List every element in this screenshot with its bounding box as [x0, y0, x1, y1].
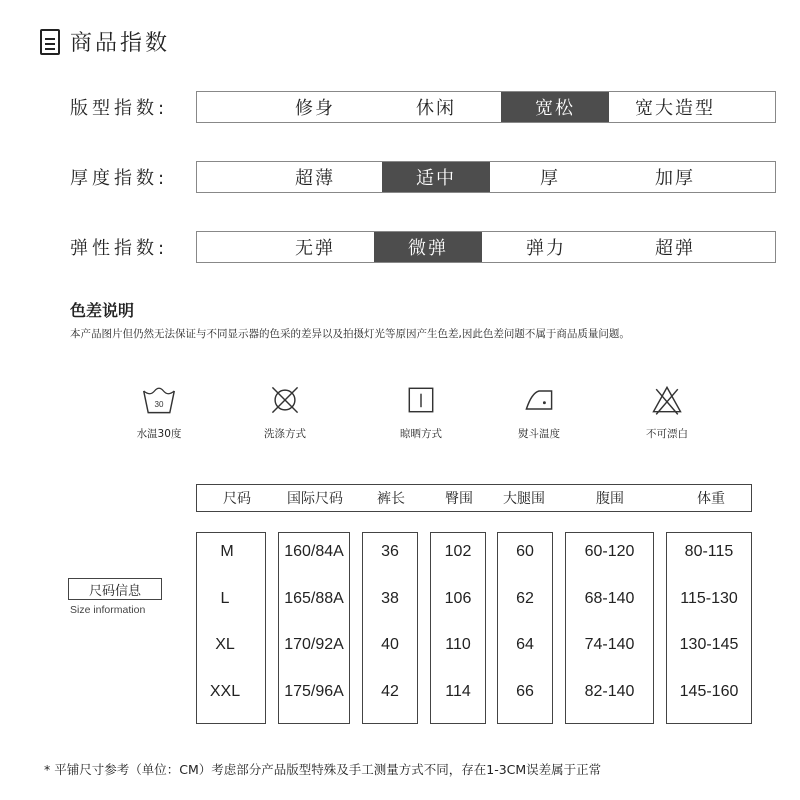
size-info-label: 尺码信息 [68, 578, 162, 600]
index-option: 加厚 [655, 168, 695, 189]
color-difference-text: 本产品图片但仍然无法保证与不同显示器的色采的差异以及拍摄灯光等原因产生色差,因此色差问题不属于商品质量问题。 [70, 328, 630, 340]
index-label: 弹性指数: [70, 238, 169, 259]
size-table-cell: 170/92A [284, 636, 344, 653]
size-table-cell: L [220, 590, 230, 607]
index-option-selected: 适中 [382, 162, 490, 192]
size-table-header [196, 484, 752, 512]
page-header [40, 26, 170, 57]
index-option: 无弹 [295, 238, 335, 259]
care-label-bleach: 不可漂白 [646, 428, 688, 440]
iron-icon [521, 382, 557, 418]
size-table-column [362, 532, 418, 724]
index-label: 版型指数: [70, 98, 169, 119]
index-option-selected: 微弹 [374, 232, 482, 262]
index-option: 修身 [295, 98, 335, 119]
care-label-ironing: 熨斗温度 [518, 428, 560, 440]
care-label-wash: 水温30度 [136, 428, 182, 440]
size-table-cell: 82-140 [584, 683, 635, 700]
size-table-cell: 114 [445, 683, 471, 700]
size-table-cell: 60 [516, 543, 534, 560]
size-table-cell: 106 [444, 590, 472, 607]
care-label-washing-method: 洗涤方式 [264, 428, 306, 440]
wash-temperature: 30 [154, 400, 164, 410]
size-table-header-cell: 尺码 [223, 491, 251, 507]
no-dry-clean-icon [267, 382, 303, 418]
size-table-cell: 74-140 [584, 636, 635, 653]
index-label: 厚度指数: [70, 168, 169, 189]
index-scale [196, 161, 776, 193]
size-table-cell: 36 [381, 543, 399, 560]
index-option-selected: 宽松 [501, 92, 609, 122]
index-scale [196, 231, 776, 263]
size-table-cell: 130-145 [679, 636, 739, 653]
size-footnote: * 平铺尺寸参考（单位：CM）考虑部分产品版型特殊及手工测量方式不同，存在1-3CM误差属于正常 [44, 762, 602, 777]
page-title: 商品指数 [70, 31, 171, 56]
size-table-column [565, 532, 654, 724]
care-label-drying: 晾晒方式 [400, 428, 442, 440]
size-table-cell: 145-160 [679, 683, 739, 700]
size-table-column [666, 532, 752, 724]
index-option: 宽大造型 [635, 98, 715, 119]
size-table-cell: 64 [516, 636, 534, 653]
size-table-header-cell: 腹围 [596, 491, 624, 507]
size-table-header-cell: 裤长 [377, 491, 405, 507]
index-row [70, 230, 776, 264]
document-icon [40, 29, 60, 55]
size-table-cell: 40 [381, 636, 399, 653]
size-table-cell: 115-130 [680, 590, 738, 607]
care-item-bleach [612, 382, 722, 441]
size-table-cell: 175/96A [284, 683, 344, 700]
size-table-cell: XL [215, 636, 235, 653]
size-table-cell: 165/88A [284, 590, 344, 607]
size-table-cell: 42 [381, 683, 399, 700]
size-table-cell: 102 [444, 543, 472, 560]
care-item-wash [104, 382, 214, 441]
care-item-washing-method [230, 382, 340, 441]
size-table-cell: 110 [445, 636, 471, 653]
size-table-cell: 62 [516, 590, 534, 607]
size-info-label-en: Size information [70, 604, 146, 616]
size-table-cell: 60-120 [584, 543, 635, 560]
size-table-cell: 66 [516, 683, 534, 700]
index-option: 弹力 [526, 238, 566, 259]
index-option: 厚 [540, 168, 560, 189]
size-table-cell: 160/84A [284, 543, 344, 560]
size-table-column [497, 532, 553, 724]
size-table-header-cell: 臀围 [445, 491, 473, 507]
color-difference-title: 色差说明 [70, 301, 135, 320]
size-table-cell: M [220, 543, 234, 560]
size-table-header-cell: 大腿围 [503, 491, 545, 507]
index-option: 休闲 [416, 98, 456, 119]
size-table-cell: XXL [209, 683, 241, 700]
size-table-column [278, 532, 350, 724]
size-table-column [196, 532, 266, 724]
size-table-cell: 80-115 [684, 543, 734, 560]
index-option: 超弹 [655, 238, 695, 259]
index-option: 超薄 [295, 168, 335, 189]
size-table-header-cell: 国际尺码 [287, 491, 343, 507]
size-table-cell: 38 [381, 590, 399, 607]
index-row [70, 90, 776, 124]
care-item-drying [366, 382, 476, 441]
index-row [70, 160, 776, 194]
size-table-header-cell: 体重 [697, 491, 725, 507]
no-bleach-icon [649, 382, 685, 418]
size-table-cell: 68-140 [584, 590, 635, 607]
wash-30-icon [141, 382, 177, 418]
hang-dry-icon [403, 382, 439, 418]
index-scale [196, 91, 776, 123]
care-item-ironing [484, 382, 594, 441]
size-table-column [430, 532, 486, 724]
